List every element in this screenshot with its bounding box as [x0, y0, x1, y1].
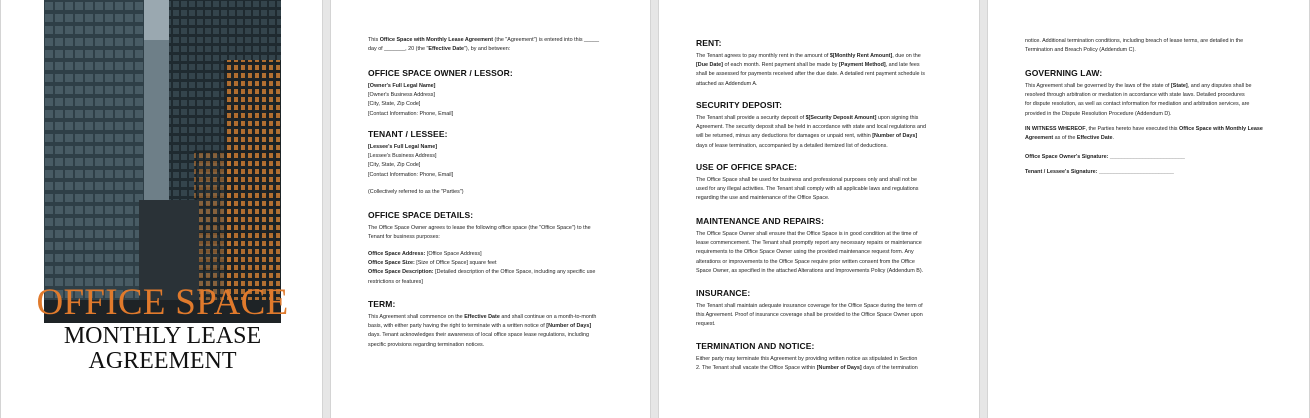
term-heading: TERM: — [368, 299, 396, 309]
governing-text: This Agreement shall be governed by the laws of the state of — [1025, 83, 1171, 89]
details-list — [368, 250, 595, 287]
intro-text: "), by and between: — [464, 46, 511, 53]
rent-amount: $[Monthly Rent Amount] — [829, 53, 893, 59]
description-value: restrictions or features] — [368, 278, 423, 285]
rent-due-date: [Due Date] — [696, 62, 723, 69]
rent-text: , and late fees — [885, 62, 920, 69]
governing-text: , and any disputes shall be — [1187, 83, 1252, 89]
use-text: used for any illegal activities. The Tenant shall comply with all applicable laws and regulations — [696, 186, 919, 193]
agreement-page-3 — [658, 0, 980, 418]
witness-text: as of the — [1053, 135, 1077, 142]
insurance-text: this Agreement. Proof of insurance coverage shall be provided to the Office Space Owner upon — [696, 312, 923, 319]
termination-text: Termination and Breach Policy (Addendum C). — [1025, 47, 1136, 54]
term-paragraph — [368, 313, 596, 350]
address-value: [Office Space Address] — [425, 251, 482, 257]
rent-heading: RENT: — [696, 38, 722, 48]
rent-payment-method: [Payment Method] — [838, 62, 886, 69]
owner-block — [368, 82, 453, 119]
deposit-heading: SECURITY DEPOSIT: — [696, 100, 783, 110]
city-skyscrapers-photo — [44, 0, 281, 323]
tenant-heading: TENANT / LESSEE: — [368, 129, 448, 139]
cover-title-monthly-lease: MONTHLY LEASE — [63, 323, 262, 349]
intro-paragraph — [368, 36, 599, 54]
termination-number-of-days: [Number of Days] — [816, 365, 862, 372]
term-text: and shall continue on a month-to-month — [499, 314, 597, 320]
insurance-text: request. — [696, 321, 716, 328]
term-text: basis, with either party having the right to terminate with a written notice of — [368, 323, 547, 330]
tenant-contact: [Contact Information: Phone, Email] — [368, 171, 454, 178]
witness-text: . — [1112, 135, 1115, 142]
deposit-text: will be returned, minus any deductions for damages or unpaid rent, within — [696, 133, 873, 140]
deposit-text: upon signing this — [876, 115, 919, 121]
termination-text: days of the termination — [861, 365, 918, 372]
governing-text: resolved through arbitration or mediation in accordance with state laws. Detailed procedures — [1025, 92, 1245, 99]
maintenance-text: Space Owner, as specified in the attached Alterations and Improvements Policy (Addendum B). — [696, 267, 924, 274]
use-heading: USE OF OFFICE SPACE: — [696, 162, 798, 172]
agreement-page-2 — [330, 0, 651, 418]
term-text: days. Tenant acknowledges their awareness of local office space lease regulations, including — [368, 332, 589, 339]
owner-contact: [Contact Information: Phone, Email] — [368, 110, 454, 117]
rent-text: attached as Addendum A. — [696, 80, 758, 87]
deposit-number-of-days: [Number of Days] — [872, 133, 918, 140]
rent-paragraph — [696, 52, 925, 89]
term-text: specific provisions regarding termination notices. — [368, 341, 485, 348]
termination-paragraph — [696, 355, 918, 373]
governing-state: [State] — [1170, 83, 1188, 89]
tenant-block — [368, 143, 453, 180]
rent-text: The Tenant agrees to pay monthly rent in the amount of — [696, 53, 830, 59]
use-text: The Office Space shall be used for business and professional purposes only and shall not be — [696, 177, 918, 183]
maintenance-text: lease commencement. The Tenant shall promptly report any necessary repairs or maintenance — [696, 240, 922, 247]
maintenance-heading: MAINTENANCE AND REPAIRS: — [696, 216, 825, 226]
rent-text: , due on the — [892, 53, 921, 59]
maintenance-paragraph — [696, 230, 923, 276]
tenant-name: [Lessee's Full Legal Name] — [368, 144, 437, 150]
parties-note: (Collectively referred to as the "Parties") — [368, 189, 464, 195]
deposit-paragraph — [696, 114, 926, 151]
termination-text: Either party may terminate this Agreement by providing written notice as stipulated in Section — [696, 356, 918, 362]
termination-text: 2. The Tenant shall vacate the Office Space within — [696, 365, 817, 372]
witness-agreement-name: Agreement — [1025, 135, 1054, 142]
description-label: Office Space Description: — [368, 269, 434, 276]
intro-text: This — [368, 37, 380, 43]
description-value: [Detailed description of the Office Space, including any specific use — [433, 269, 596, 276]
rent-text: shall be assessed for payments received after the due date. A detailed rent payment schedule is — [696, 71, 925, 78]
intro-text: day of _______, 20 (the " — [368, 46, 429, 53]
maintenance-text: The Office Space Owner shall ensure that the Office Space is in good condition at the time of — [696, 231, 918, 237]
agreement-page-4 — [987, 0, 1310, 418]
witness-agreement-name: Office Space with Monthly Lease — [1179, 126, 1263, 132]
cover-title-office-space: OFFICE SPACE — [36, 282, 289, 323]
governing-paragraph — [1025, 82, 1252, 119]
owner-name: [Owner's Full Legal Name] — [368, 83, 436, 89]
deposit-amount: $[Security Deposit Amount] — [805, 115, 877, 121]
details-heading: OFFICE SPACE DETAILS: — [368, 210, 474, 220]
size-label: Office Space Size: — [368, 260, 415, 267]
details-text: Tenant for business purposes: — [368, 234, 440, 241]
owner-address: [Owner's Business Address] — [368, 92, 435, 99]
use-paragraph — [696, 176, 918, 204]
term-text: This Agreement shall commence on the — [368, 314, 465, 320]
deposit-text: The Tenant shall provide a security deposit of — [696, 115, 806, 121]
governing-text: provided in the Dispute Resolution Procedure (Addendum D). — [1025, 110, 1172, 117]
insurance-heading: INSURANCE: — [696, 288, 751, 298]
maintenance-text: requirements to the Office Space Owner using the provided maintenance request form. Any — [696, 249, 914, 256]
details-paragraph — [368, 224, 591, 242]
insurance-text: The Tenant shall maintain adequate insurance coverage for the Office Space during the term of — [696, 303, 923, 309]
maintenance-text: alterations or improvements to the Office Space require prior written consent from the Office — [696, 258, 915, 265]
owner-heading: OFFICE SPACE OWNER / LESSOR: — [368, 68, 513, 78]
intro-effective-date: Effective Date — [428, 46, 465, 53]
governing-heading: GOVERNING LAW: — [1025, 68, 1103, 78]
rent-text: of each month. Rent payment shall be made by — [722, 62, 839, 69]
tenant-signature-line[interactable]: Tenant / Lessee's Signature: _________________________ — [1025, 169, 1174, 175]
details-text: The Office Space Owner agrees to lease the following office space (the "Office Space") to the — [368, 225, 591, 231]
owner-city: [City, State, Zip Code] — [368, 101, 421, 108]
deposit-text: Agreement. The security deposit shall be held in accordance with state and local regulations and — [696, 124, 927, 131]
owner-signature-line[interactable]: Office Space Owner's Signature: _________________________ — [1025, 154, 1185, 160]
termination-continued — [1025, 37, 1243, 55]
use-text: regarding the use and maintenance of the Office Space. — [696, 195, 830, 202]
term-number-of-days: [Number of Days] — [546, 323, 592, 330]
intro-text: (the "Agreement") is entered into this _____ — [493, 37, 600, 43]
witness-paragraph — [1025, 125, 1263, 143]
insurance-paragraph — [696, 302, 923, 330]
tenant-address: [Lessee's Business Address] — [368, 153, 437, 160]
tenant-city: [City, State, Zip Code] — [368, 162, 421, 169]
size-value: [Size of Office Space] square feet — [414, 260, 497, 267]
governing-text: for dispute resolution, as well as contact information for mediation and arbitration services, are — [1025, 101, 1250, 108]
termination-text: notice. Additional termination conditions, including breach of lease terms, are detailed in the — [1025, 38, 1244, 44]
term-effective-date: Effective Date — [464, 314, 500, 320]
address-label: Office Space Address: — [368, 251, 426, 257]
termination-heading: TERMINATION AND NOTICE: — [696, 341, 815, 351]
deposit-text: days of lease termination, accompanied by a detailed itemized list of deductions. — [696, 142, 888, 149]
witness-text: , the Parties hereto have executed this — [1085, 126, 1179, 132]
intro-agreement-name: Office Space with Monthly Lease Agreement — [379, 37, 494, 43]
cover-page — [0, 0, 323, 418]
cover-title-agreement: AGREEMENT — [88, 348, 237, 374]
witness-whereof: IN WITNESS WHEREOF — [1025, 126, 1086, 132]
witness-effective-date: Effective Date — [1076, 135, 1113, 142]
